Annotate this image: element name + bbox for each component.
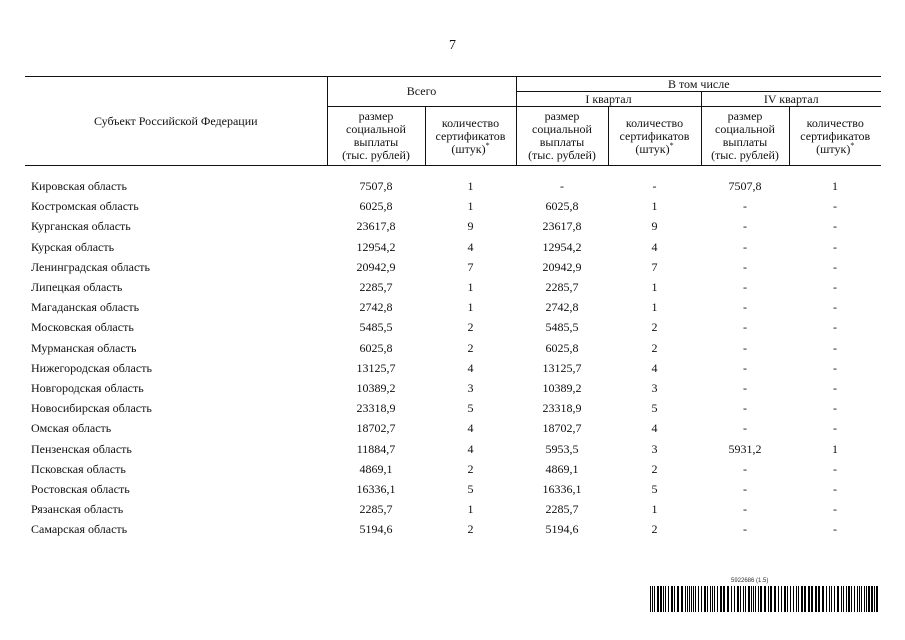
cell-total-amount: 7507,8 bbox=[359, 179, 393, 194]
cell-q1-amount: 6025,8 bbox=[545, 199, 579, 214]
cell-q4-count: - bbox=[833, 380, 837, 395]
cell-total-amount: 6025,8 bbox=[359, 340, 393, 355]
table-row bbox=[25, 358, 881, 378]
subheader-line: сертификатов bbox=[435, 128, 506, 143]
header-q1: I квартал bbox=[516, 92, 701, 107]
cell-q1-count: 7 bbox=[651, 259, 658, 274]
cell-q4-count: - bbox=[833, 522, 837, 537]
cell-q1-count: 1 bbox=[651, 199, 658, 214]
cell-q4-amount: 7507,8 bbox=[728, 179, 762, 194]
cell-q1-amount: 12954,2 bbox=[542, 239, 582, 254]
subheader-q1-count bbox=[608, 107, 701, 166]
cell-q4-amount: - bbox=[743, 502, 747, 517]
table-header bbox=[25, 77, 881, 166]
cell-q1-count: 2 bbox=[651, 320, 658, 335]
subheader-line: (тыс. рублей) bbox=[528, 148, 596, 162]
cell-q1-count: 2 bbox=[651, 340, 658, 355]
table-row bbox=[25, 378, 881, 398]
subheader-q4-amount bbox=[701, 107, 789, 166]
cell-q1-count: 4 bbox=[651, 360, 658, 375]
cell-q4-amount: 5931,2 bbox=[728, 441, 762, 456]
cell-q1-amount: 4869,1 bbox=[545, 461, 579, 476]
cell-subject-name: Мурманская область bbox=[31, 340, 137, 355]
cell-subject-name: Новгородская область bbox=[31, 380, 144, 395]
cell-subject-name: Ленинградская область bbox=[31, 259, 150, 274]
cell-q1-amount: 5485,5 bbox=[545, 320, 579, 335]
cell-q1-count: 1 bbox=[651, 300, 658, 315]
cell-total-count: 1 bbox=[467, 502, 474, 517]
cell-total-amount: 23617,8 bbox=[356, 219, 396, 234]
cell-q1-count: 4 bbox=[651, 239, 658, 254]
cell-q4-count: - bbox=[833, 320, 837, 335]
cell-subject-name: Липецкая область bbox=[31, 280, 123, 295]
cell-total-amount: 4869,1 bbox=[359, 461, 393, 476]
header-subject: Субъект Российской Федерации bbox=[25, 77, 327, 166]
cell-q4-count: 1 bbox=[832, 441, 838, 456]
cell-q1-amount: - bbox=[560, 179, 564, 194]
cell-q1-amount: 20942,9 bbox=[542, 259, 582, 274]
cell-q4-amount: - bbox=[743, 421, 747, 436]
cell-subject-name: Курганская область bbox=[31, 219, 131, 234]
cell-total-count: 4 bbox=[467, 360, 474, 375]
cell-q1-amount: 2742,8 bbox=[545, 300, 579, 315]
header-q4: IV квартал bbox=[701, 92, 881, 107]
cell-total-count: 3 bbox=[467, 380, 474, 395]
table-row bbox=[25, 257, 881, 277]
subheader-line: (тыс. рублей) bbox=[711, 148, 779, 162]
cell-total-amount: 10389,2 bbox=[356, 380, 396, 395]
cell-total-count: 1 bbox=[467, 280, 474, 295]
cell-total-count: 2 bbox=[467, 340, 474, 355]
table-row bbox=[25, 317, 881, 337]
cell-total-amount: 23318,9 bbox=[356, 401, 396, 416]
cell-q4-count: - bbox=[833, 481, 837, 496]
subheader-total-count bbox=[425, 107, 516, 166]
subheader-line: размер bbox=[544, 109, 580, 123]
cell-q4-amount: - bbox=[743, 300, 747, 315]
header-including: В том числе bbox=[516, 77, 881, 92]
cell-total-amount: 20942,9 bbox=[356, 259, 396, 274]
table-row bbox=[25, 418, 881, 438]
subheader-line: (штук) bbox=[816, 141, 851, 156]
subheader-q1-amount bbox=[516, 107, 608, 166]
cell-q1-count: 2 bbox=[651, 522, 658, 537]
cell-subject-name: Московская область bbox=[31, 320, 134, 335]
cell-total-count: 1 bbox=[467, 179, 474, 194]
cell-total-count: 1 bbox=[467, 300, 474, 315]
subheader-line: сертификатов bbox=[619, 128, 690, 143]
cell-q4-count: - bbox=[833, 300, 837, 315]
table-row bbox=[25, 277, 881, 297]
cell-total-amount: 5485,5 bbox=[359, 320, 393, 335]
cell-q1-count: 5 bbox=[651, 401, 658, 416]
barcode-label: 5922686 (1.5) bbox=[731, 578, 769, 584]
cell-subject-name: Новосибирская область bbox=[31, 401, 152, 416]
page-number: 7 bbox=[449, 38, 456, 53]
cell-total-amount: 18702,7 bbox=[356, 421, 396, 436]
cell-total-amount: 2285,7 bbox=[359, 280, 393, 295]
table-row bbox=[25, 519, 881, 539]
cell-q4-amount: - bbox=[743, 380, 747, 395]
cell-q4-count: - bbox=[833, 199, 837, 214]
cell-q4-count: - bbox=[833, 239, 837, 254]
cell-q4-count: 1 bbox=[832, 179, 838, 194]
cell-q1-amount: 13125,7 bbox=[542, 360, 582, 375]
cell-q4-amount: - bbox=[743, 522, 747, 537]
subheader-q4-count bbox=[789, 107, 881, 166]
table-row bbox=[25, 398, 881, 418]
cell-total-count: 9 bbox=[467, 219, 474, 234]
cell-q4-amount: - bbox=[743, 239, 747, 254]
subheader-line: социальной bbox=[532, 122, 592, 136]
cell-q4-count: - bbox=[833, 461, 837, 476]
barcode-image bbox=[650, 586, 880, 612]
subheader-line: количество bbox=[806, 115, 864, 130]
table-row bbox=[25, 479, 881, 499]
cell-q4-amount: - bbox=[743, 219, 747, 234]
cell-q1-count: 5 bbox=[651, 481, 658, 496]
cell-q4-amount: - bbox=[743, 259, 747, 274]
footnote-mark: * bbox=[850, 140, 855, 150]
cell-total-count: 1 bbox=[467, 199, 474, 214]
table-row bbox=[25, 216, 881, 236]
cell-q1-count: 3 bbox=[651, 380, 658, 395]
cell-q4-amount: - bbox=[743, 481, 747, 496]
table-row bbox=[25, 297, 881, 317]
cell-subject-name: Курская область bbox=[31, 239, 115, 254]
cell-q4-count: - bbox=[833, 280, 837, 295]
cell-q1-amount: 10389,2 bbox=[542, 380, 582, 395]
cell-q4-amount: - bbox=[743, 340, 747, 355]
cell-q4-count: - bbox=[833, 340, 837, 355]
cell-q1-count: 2 bbox=[651, 461, 658, 476]
cell-total-count: 2 bbox=[467, 522, 474, 537]
subheader-line: социальной bbox=[346, 122, 406, 136]
cell-total-amount: 2285,7 bbox=[359, 502, 393, 517]
cell-q1-amount: 5194,6 bbox=[545, 522, 579, 537]
subheader-total-amount bbox=[327, 107, 425, 166]
cell-q1-amount: 2285,7 bbox=[545, 502, 579, 517]
cell-subject-name: Ростовская область bbox=[31, 481, 130, 496]
cell-q4-count: - bbox=[833, 421, 837, 436]
cell-q1-amount: 16336,1 bbox=[542, 481, 582, 496]
cell-q4-count: - bbox=[833, 219, 837, 234]
subheader-line: сертификатов bbox=[800, 128, 871, 143]
cell-total-count: 4 bbox=[467, 239, 474, 254]
cell-subject-name: Самарская область bbox=[31, 522, 128, 537]
cell-q4-amount: - bbox=[743, 401, 747, 416]
cell-subject-name: Рязанская область bbox=[31, 502, 124, 517]
cell-q1-amount: 2285,7 bbox=[545, 280, 579, 295]
subheader-line: (тыс. рублей) bbox=[342, 148, 410, 162]
cell-total-amount: 13125,7 bbox=[356, 360, 396, 375]
cell-total-count: 4 bbox=[467, 441, 474, 456]
header-total: Всего bbox=[327, 77, 516, 107]
cell-q1-amount: 23617,8 bbox=[542, 219, 582, 234]
cell-total-count: 5 bbox=[467, 401, 474, 416]
cell-subject-name: Псковская область bbox=[31, 461, 126, 476]
certificates-table-container bbox=[25, 76, 881, 539]
cell-q4-count: - bbox=[833, 502, 837, 517]
cell-q4-count: - bbox=[833, 259, 837, 274]
cell-q1-count: 3 bbox=[651, 441, 658, 456]
table-row bbox=[25, 196, 881, 216]
subheader-line: количество bbox=[625, 115, 684, 130]
subheader-line: социальной bbox=[715, 122, 775, 136]
cell-subject-name: Пензенская область bbox=[31, 441, 132, 456]
subheader-line: (штук) bbox=[451, 141, 486, 156]
cell-subject-name: Магаданская область bbox=[31, 300, 140, 315]
cell-q4-count: - bbox=[833, 401, 837, 416]
cell-total-amount: 6025,8 bbox=[359, 199, 393, 214]
cell-subject-name: Нижегородская область bbox=[31, 360, 152, 375]
cell-q1-amount: 18702,7 bbox=[542, 421, 582, 436]
cell-subject-name: Омская область bbox=[31, 421, 112, 436]
cell-q4-amount: - bbox=[743, 280, 747, 295]
cell-total-count: 7 bbox=[467, 259, 474, 274]
cell-total-amount: 16336,1 bbox=[356, 481, 396, 496]
subheader-line: выплаты bbox=[722, 135, 768, 149]
cell-q1-amount: 6025,8 bbox=[545, 340, 579, 355]
cell-q4-amount: - bbox=[743, 199, 747, 214]
cell-subject-name: Кировская область bbox=[31, 179, 128, 194]
cell-q1-count: - bbox=[652, 179, 657, 194]
subheader-line: (штук) bbox=[635, 141, 670, 156]
cell-q4-amount: - bbox=[743, 461, 747, 476]
cell-q4-amount: - bbox=[743, 320, 747, 335]
cell-q4-amount: - bbox=[743, 360, 747, 375]
cell-total-count: 2 bbox=[467, 461, 474, 476]
cell-q1-amount: 5953,5 bbox=[545, 441, 579, 456]
cell-q1-count: 4 bbox=[651, 421, 658, 436]
certificates-table bbox=[25, 76, 881, 539]
cell-total-count: 2 bbox=[467, 320, 474, 335]
table-row bbox=[25, 459, 881, 479]
subheader-line: выплаты bbox=[539, 135, 585, 149]
table-row bbox=[25, 438, 881, 458]
cell-total-count: 5 bbox=[467, 481, 474, 496]
table-row bbox=[25, 176, 881, 196]
cell-q1-count: 9 bbox=[651, 219, 658, 234]
subheader-line: размер bbox=[358, 109, 394, 123]
cell-total-amount: 2742,8 bbox=[359, 300, 393, 315]
cell-q1-count: 1 bbox=[651, 280, 658, 295]
cell-q4-count: - bbox=[833, 360, 837, 375]
table-row bbox=[25, 237, 881, 257]
cell-q1-count: 1 bbox=[651, 502, 658, 517]
footnote-mark: * bbox=[485, 140, 490, 150]
cell-total-amount: 12954,2 bbox=[356, 239, 396, 254]
footnote-mark: * bbox=[669, 140, 674, 150]
subheader-line: количество bbox=[441, 115, 500, 130]
cell-total-amount: 11884,7 bbox=[356, 441, 396, 456]
cell-q1-amount: 23318,9 bbox=[542, 401, 582, 416]
cell-total-amount: 5194,6 bbox=[359, 522, 393, 537]
cell-total-count: 4 bbox=[467, 421, 474, 436]
cell-subject-name: Костромская область bbox=[31, 199, 139, 214]
table-row bbox=[25, 499, 881, 519]
table-row bbox=[25, 338, 881, 358]
subheader-line: размер bbox=[727, 109, 763, 123]
table-body bbox=[25, 166, 881, 540]
subheader-line: выплаты bbox=[353, 135, 399, 149]
